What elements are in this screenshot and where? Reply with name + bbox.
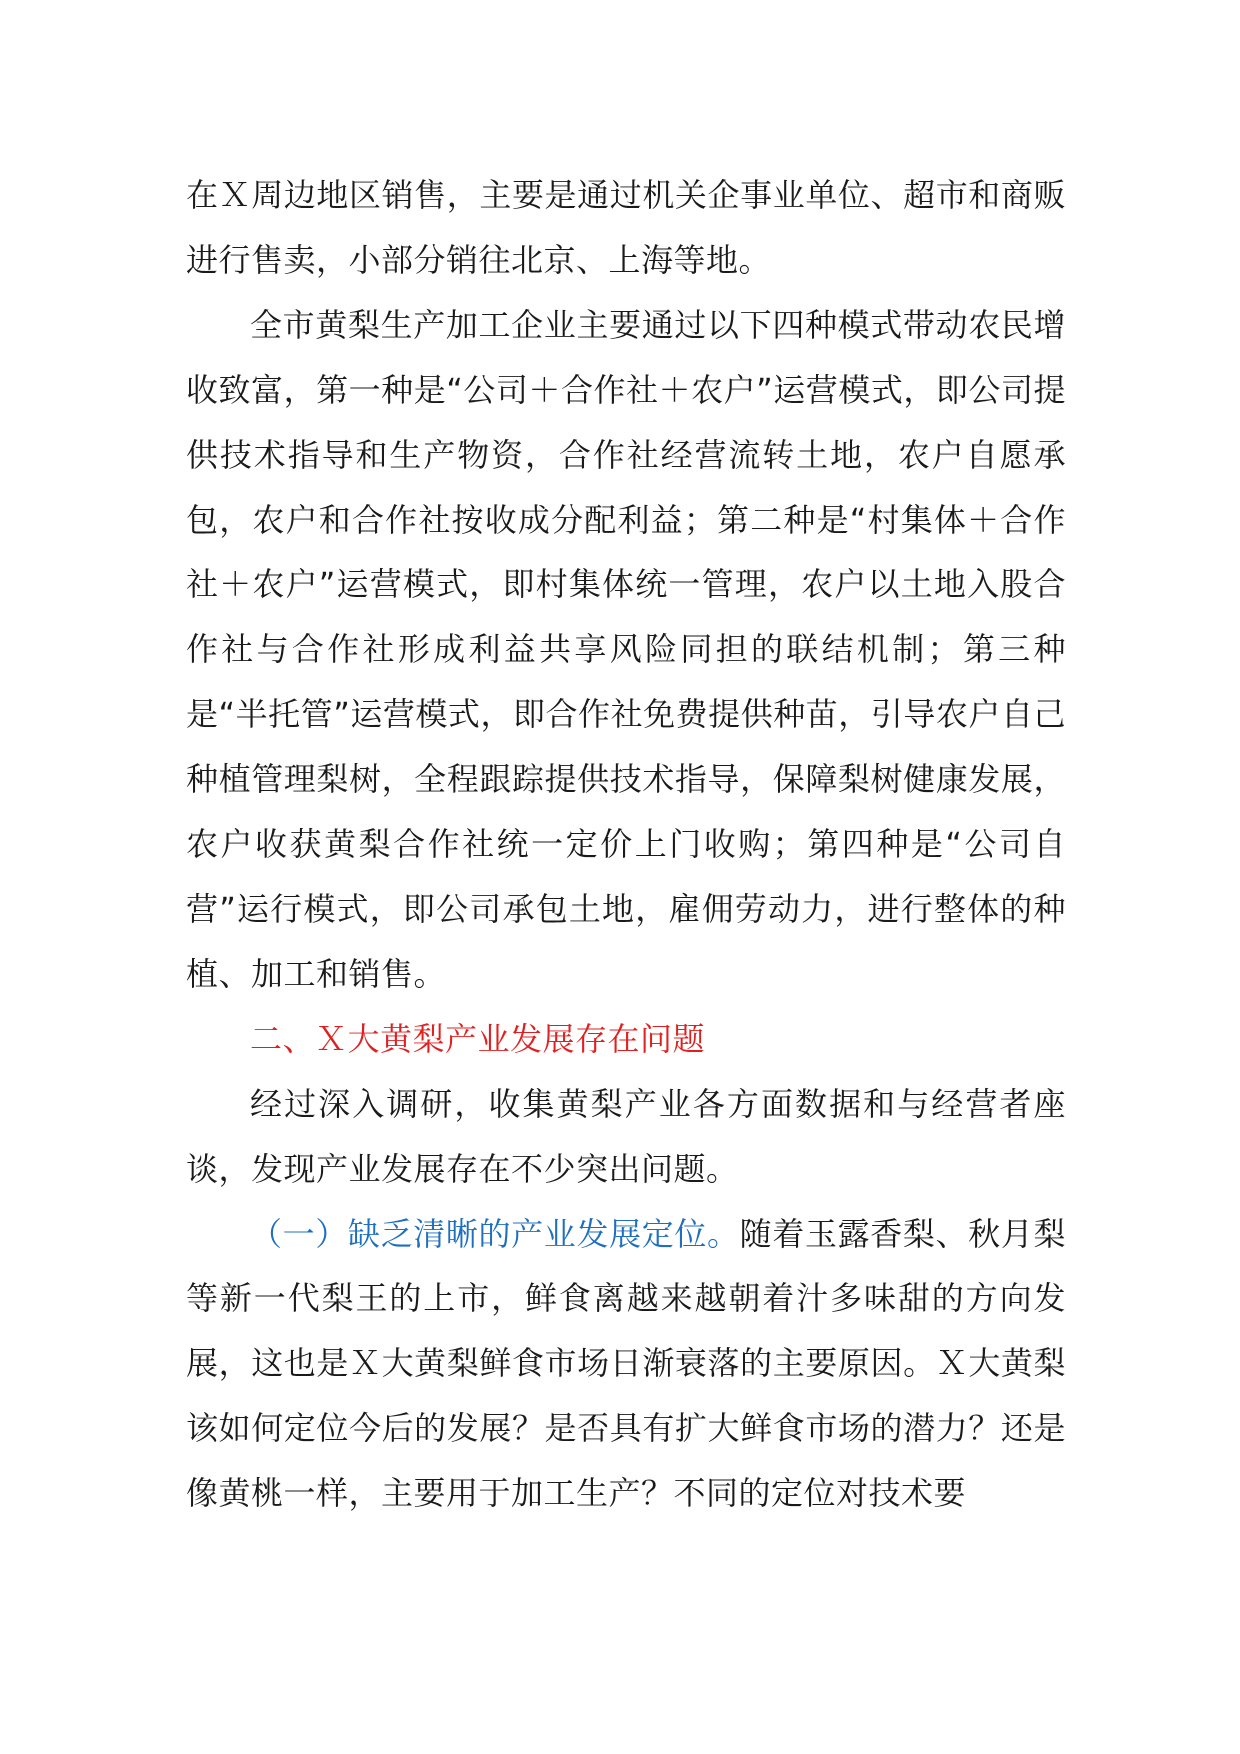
document-page [186, 163, 1066, 1526]
paragraph-positioning [186, 1202, 1066, 1527]
paragraph-research-intro: 经过深入调研，收集黄梨产业各方面数据和与经营者座谈，发现产业发展存在不少突出问题。 [186, 1084, 1066, 1188]
subheading-positioning-body: 随着玉露香梨、秋月梨等新一代梨王的上市，鲜食离越来越朝着汁多味甜的方向发展，这也是Ｘ大黄梨鲜食市场日渐衰落的主要原因。Ｘ大黄梨该如何定位今后的发展？是否具有扩大鲜食市场的潜力？还是像黄桃一样，主要用于加工生产？不同的定位对技术要 [186, 1214, 1066, 1513]
paragraph-business-models: 全市黄梨生产加工企业主要通过以下四种模式带动农民增收致富，第一种是“公司＋合作社＋农户”运营模式，即公司提供技术指导和生产物资，合作社经营流转土地，农户自愿承包，农户和合作社按收成分配利益；第二种是“村集体＋合作社＋农户”运营模式，即村集体统一管理，农户以土地入股合作社与合作社形成利益共享风险同担的联结机制；第三种是“半托管”运营模式，即合作社免费提供种苗，引导农户自己种植管理梨树，全程跟踪提供技术指导，保障梨树健康发展，农户收获黄梨合作社统一定价上门收购；第四种是“公司自营”运行模式，即公司承包土地，雇佣劳动力，进行整体的种植、加工和销售。 [186, 305, 1066, 993]
paragraph-sales-channels: 在Ｘ周边地区销售，主要是通过机关企事业单位、超市和商贩进行售卖，小部分销往北京、上海等地。 [186, 176, 1066, 279]
section-heading: 二、Ｘ大黄梨产业发展存在问题 [250, 1019, 706, 1058]
subheading-positioning: （一）缺乏清晰的产业发展定位。 [250, 1214, 740, 1253]
